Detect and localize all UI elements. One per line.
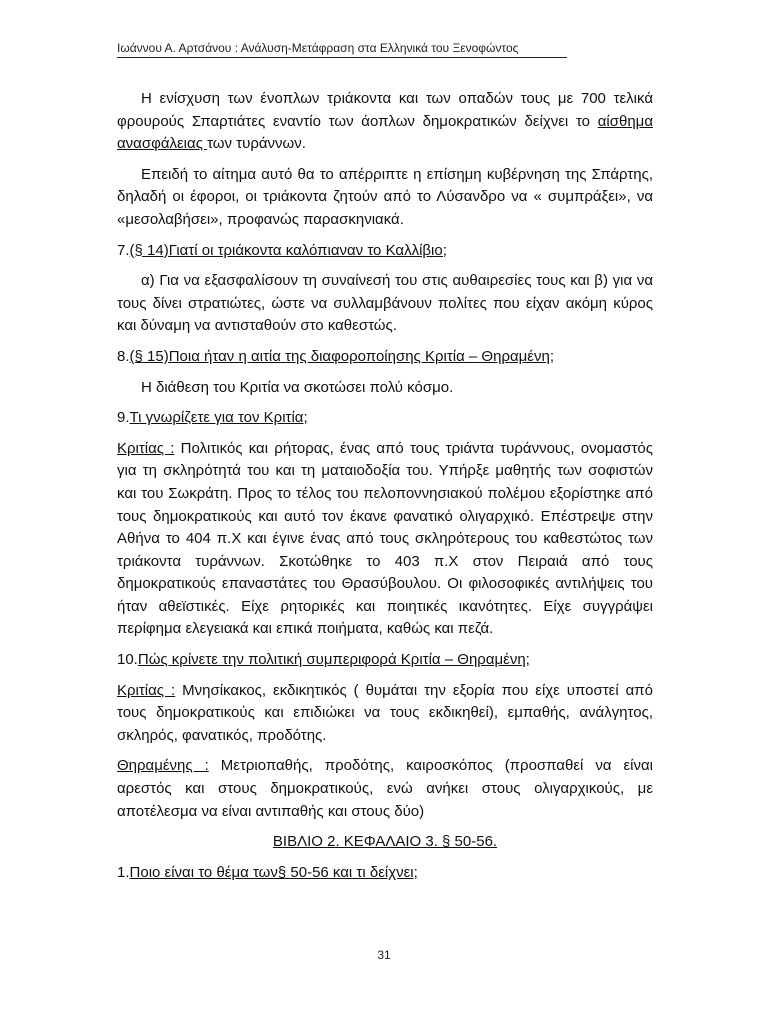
paragraph-1 (117, 88, 653, 156)
question-9-text: Τι γνωρίζετε για τον Κριτία; (129, 409, 308, 427)
question-9 (117, 407, 653, 430)
question-1-text: Ποιο είναι το θέμα των§ 50-56 και τι δείχνει; (129, 863, 418, 881)
question-7-number: 7. (117, 241, 130, 259)
answer-10-kritias (117, 680, 653, 748)
paragraph-1-text: Η ενίσχυση των ένοπλων τριάκοντα και των οπαδών τους με 700 τελικά φρουρούς Σπαρτιάτες εναντίο των άοπλων δημοκρατικών δείχνει το (117, 90, 653, 130)
question-1 (117, 862, 653, 885)
paragraph-1-emphasis: αίσθημα ανασφάλειας (117, 112, 653, 153)
page-number: 31 (377, 948, 391, 962)
answer-10-theramenes-text: Μετριοπαθής, προδότης, καιροσκόπος (προσπαθεί να είναι αρεστός και στους δημοκρατικούς, ενώ ανήκει στους ολιγαρχικούς, με αποτέλεσμα να είναι αντιπαθής και στους δύο) (117, 757, 653, 820)
answer-10-kritias-label: Κριτίας : (117, 681, 176, 699)
answer-8: Η διάθεση του Κριτία να σκοτώσει πολύ κόσμο. (141, 378, 454, 396)
paragraph-2: Επειδή το αίτημα αυτό θα το απέρριπτε η επίσημη κυβέρνηση της Σπάρτης, δηλαδή οι έφοροι, οι τριάκοντα ζητούν από το Λύσανδρο να « συμπράξει», να «μεσολαβήσει», προφανώς παρασκηνιακά. (117, 165, 653, 228)
answer-9-text: Πολιτικός και ρήτορας, ένας από τους τριάντα τυράννους, ονομαστός για τη σκληρότητά του και τη ματαιοδοξία του. Υπήρξε μαθητής των σοφιστών και του Σωκράτη. Προς το τέλος του πελοποννησιακού πολέμου εξορίστηκε από τους δημοκρατικούς και αυτό τον έκανε φανατικό ολιγαρχικό. Επέστρεψε στην Αθήνα το 404 π.Χ και έγινε ένας από τους σκληρότερους του καθεστώτος των τριάκοντα τυράννων. Σκοτώθηκε το 403 π.Χ στον Πειραιά από τους δημοκρατικούς επαναστάτες του Θρασύβουλου. Οι φιλοσοφικές αντιλήψεις του ήταν αθεϊστικές. Είχε ρητορικές και ποιητικές ικανότητες. Είχε συγγράψει περίφημα ελεγειακά και επικά ποιήματα, καθώς και πεζά. (117, 439, 653, 638)
answer-7: α) Για να εξασφαλίσουν τη συναίνεσή του στις αυθαιρεσίες τους και β) για να τους δίνει στρατιώτες, ώστε να συλλαμβάνουν πολίτες που είχαν ακόμη κύρος και δύναμη να αντισταθούν στο καθεστώς. (117, 272, 653, 335)
question-10 (117, 649, 653, 672)
answer-9-label: Κριτίας : (117, 439, 175, 457)
paragraph-1-end: των τυράννων. (207, 135, 306, 153)
section-title: ΒΙΒΛΙΟ 2. ΚΕΦΑΛΑΙΟ 3. § 50-56. (272, 833, 498, 851)
question-8-text: (§ 15)Ποια ήταν η αιτία της διαφοροποίησης Κριτία – Θηραμένη; (129, 347, 554, 365)
answer-9 (117, 438, 653, 641)
question-7-text: (§ 14)Γιατί οι τριάκοντα καλόπιαναν το Καλλίβιο; (129, 241, 447, 259)
question-9-number: 9. (117, 409, 130, 427)
question-8-number: 8. (117, 347, 130, 365)
question-10-text: Πώς κρίνετε την πολιτική συμπεριφορά Κριτία – Θηραμένη; (137, 651, 530, 669)
answer-10-kritias-text: Μνησίκακος, εκδικητικός ( θυμάται την εξορία που είχε υποστεί από τους δημοκρατικούς και επιδιώκει να τους εκδικηθεί), εμπαθής, ανάλγητος, σκληρός, φανατικός, προδότης. (117, 681, 653, 744)
answer-10-theramenes (117, 755, 653, 823)
question-8 (117, 346, 653, 369)
question-1-number: 1. (117, 863, 130, 881)
page-body (117, 88, 653, 892)
question-10-number: 10. (117, 651, 138, 669)
question-7 (117, 240, 653, 263)
running-header: Ιωάννου Α. Αρτσάνου : Ανάλυση-Μετάφραση στα Ελληνικά του Ξενοφώντος (117, 40, 567, 58)
answer-10-theramenes-label: Θηραμένης : (117, 757, 209, 775)
